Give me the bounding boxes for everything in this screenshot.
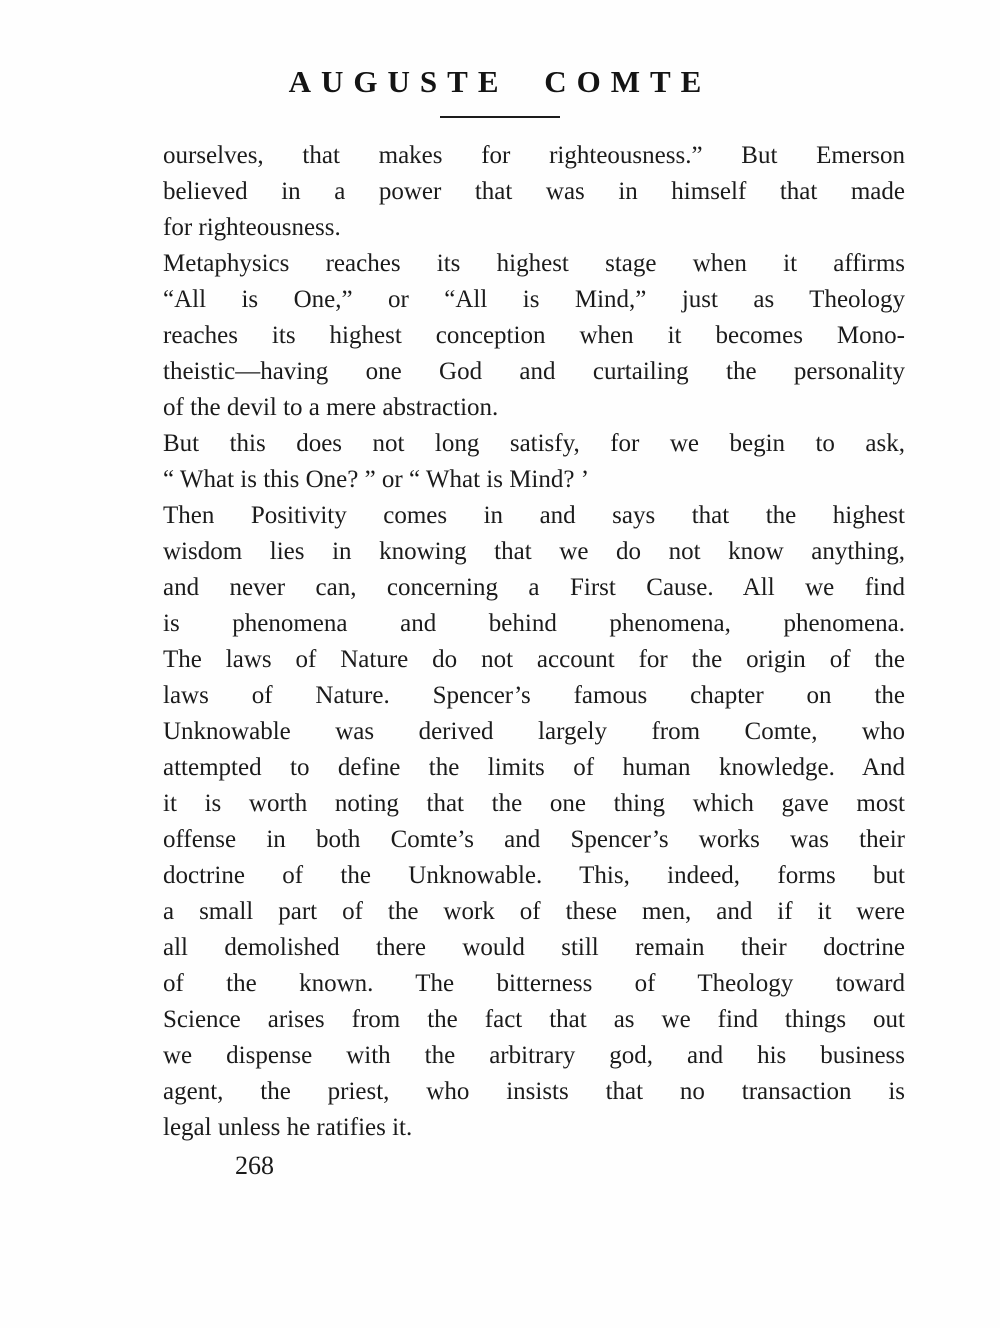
text-line: “ What is this One? ” or “ What is Mind? ’ <box>163 466 590 493</box>
page-title: AUGUSTE COMTE <box>288 64 712 99</box>
paragraph <box>163 498 905 1146</box>
page-number: 268 <box>235 1151 274 1180</box>
text-line: for righteousness. <box>163 214 341 241</box>
text-line: legal unless he ratifies it. <box>163 1114 413 1141</box>
text-line: of the known. The bitterness of Theology toward <box>163 970 905 997</box>
text-line: offense in both Comte’s and Spencer’s works was their <box>163 826 905 853</box>
text-line: Unknowable was derived largely from Comte, who <box>163 718 905 745</box>
text-line: ourselves, that makes for righteousness.” But Emerson <box>163 142 905 169</box>
text-line: Science arises from the fact that as we find things out <box>163 1006 905 1033</box>
title-divider <box>440 116 560 118</box>
text-line: agent, the priest, who insists that no transaction is <box>163 1078 905 1105</box>
text-line: it is worth noting that the one thing which gave most <box>163 790 905 817</box>
text-line: of the devil to a mere abstraction. <box>163 394 499 421</box>
body-text <box>163 138 905 1146</box>
text-line: “All is One,” or “All is Mind,” just as Theology <box>163 286 905 313</box>
text-line: a small part of the work of these men, and if it were <box>163 898 905 925</box>
text-line: is phenomena and behind phenomena, phenomena. <box>163 610 905 637</box>
text-line: Then Positivity comes in and says that the highest <box>163 502 905 529</box>
text-line: But this does not long satisfy, for we begin to ask, <box>163 430 905 457</box>
text-line: laws of Nature. Spencer’s famous chapter on the <box>163 682 905 709</box>
paragraph <box>163 426 905 498</box>
text-line: theistic—having one God and curtailing the personality <box>163 358 905 385</box>
paragraph <box>163 246 905 426</box>
text-line: wisdom lies in knowing that we do not know anything, <box>163 538 905 565</box>
text-line: The laws of Nature do not account for the origin of the <box>163 646 905 673</box>
text-line: and never can, concerning a First Cause. All we find <box>163 574 905 601</box>
text-line: reaches its highest conception when it becomes Mono- <box>163 322 905 349</box>
text-line: doctrine of the Unknowable. This, indeed, forms but <box>163 862 905 889</box>
paragraph <box>163 138 905 246</box>
text-line: attempted to define the limits of human knowledge. And <box>163 754 905 781</box>
text-line: Metaphysics reaches its highest stage when it affirms <box>163 250 905 277</box>
text-line: believed in a power that was in himself that made <box>163 178 905 205</box>
text-line: we dispense with the arbitrary god, and his business <box>163 1042 905 1069</box>
text-line: all demolished there would still remain their doctrine <box>163 934 905 961</box>
